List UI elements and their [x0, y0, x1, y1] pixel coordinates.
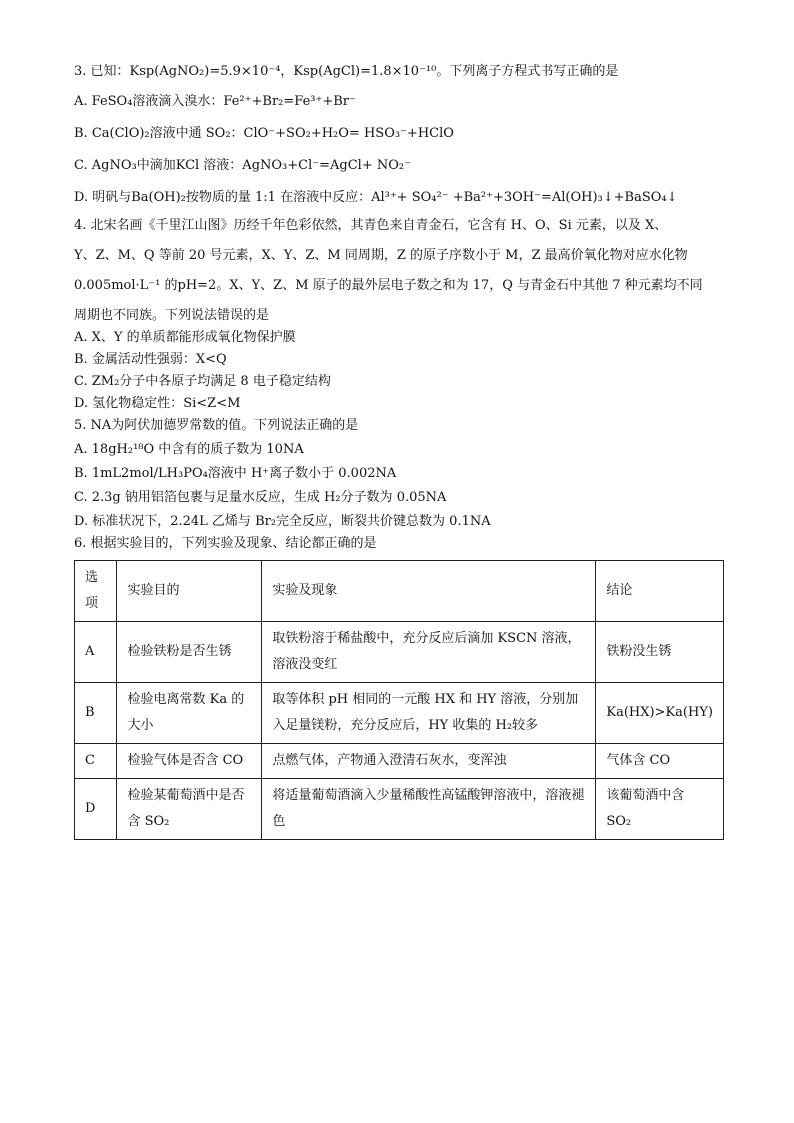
q3-option-c: C. AgNO₃中滴加KCl 溶液：AgNO₃+Cl⁻=AgCl+ NO₂⁻: [74, 158, 411, 173]
row-option: B: [75, 683, 117, 744]
q6-stem: 6. 根据实验目的，下列实验及现象、结论都正确的是: [74, 536, 377, 551]
row-conclusion: 气体含 CO: [596, 744, 724, 779]
row-purpose: 检验某葡萄酒中是否含 SO₂: [117, 779, 262, 840]
q3-option-b: B. Ca(ClO)₂溶液中通 SO₂：ClO⁻+SO₂+H₂O= HSO₃⁻+HClO: [74, 126, 454, 141]
row-phenomenon: 将适量葡萄酒滴入少量稀酸性高锰酸钾溶液中，溶液褪色: [262, 779, 596, 840]
q4-stem-line-4: 周期也不同族。下列说法错误的是: [74, 308, 270, 323]
row-conclusion: 该葡萄酒中含 SO₂: [596, 779, 724, 840]
q4-stem-line-1: 4. 北宋名画《千里江山图》历经千年色彩依然，其青色来自青金石，它含有 H、O、Si 元素，以及 X、: [74, 218, 668, 233]
row-phenomenon: 取铁粉溶于稀盐酸中，充分反应后滴加 KSCN 溶液，溶液没变红: [262, 622, 596, 683]
table-row: [75, 744, 724, 779]
q3-option-a: A. FeSO₄溶液滴入溴水：Fe²⁺+Br₂=Fe³⁺+Br⁻: [74, 94, 356, 109]
row-purpose: 检验电离常数 Ka 的大小: [117, 683, 262, 744]
q5-stem: 5. NA为阿伏加德罗常数的值。下列说法正确的是: [74, 418, 359, 433]
header-conclusion: 结论: [596, 561, 724, 622]
q3-stem: 3. 已知：Ksp(AgNO₂)=5.9×10⁻⁴，Ksp(AgCl)=1.8×10⁻¹⁰。下列离子方程式书写正确的是: [74, 64, 619, 79]
q4-option-d: D. 氢化物稳定性：Si<Z<M: [74, 396, 241, 411]
header-phenomenon: 实验及现象: [262, 561, 596, 622]
q4-stem-line-2: Y、Z、M、Q 等前 20 号元素，X、Y、Z、M 同周期，Z 的原子序数小于 M，Z 最高价氧化物对应水化物: [74, 248, 688, 263]
table-row: [75, 622, 724, 683]
row-purpose: 检验铁粉是否生锈: [117, 622, 262, 683]
row-phenomenon: 点燃气体，产物通入澄清石灰水，变浑浊: [262, 744, 596, 779]
row-option: C: [75, 744, 117, 779]
q5-option-b: B. 1mL2mol/LH₃PO₄溶液中 H⁺离子数小于 0.002NA: [74, 466, 397, 481]
row-conclusion: Ka(HX)>Ka(HY): [596, 683, 724, 744]
row-purpose: 检验气体是否含 CO: [117, 744, 262, 779]
q4-option-c: C. ZM₂分子中各原子均满足 8 电子稳定结构: [74, 374, 331, 389]
header-option: 选项: [75, 561, 117, 622]
exam-page: [74, 62, 724, 829]
q5-option-c: C. 2.3g 钠用铝箔包裹与足量水反应，生成 H₂分子数为 0.05NA: [74, 490, 447, 505]
row-phenomenon: 取等体积 pH 相同的一元酸 HX 和 HY 溶液，分别加入足量镁粉，充分反应后，HY 收集的 H₂较多: [262, 683, 596, 744]
row-option: A: [75, 622, 117, 683]
table-header-row: [75, 561, 724, 622]
q3-option-d: D. 明矾与Ba(OH)₂按物质的量 1:1 在溶液中反应：Al³⁺+ SO₄²⁻ +Ba²⁺+3OH⁻=Al(OH)₃↓+BaSO₄↓: [74, 190, 678, 205]
q5-option-d: D. 标准状况下，2.24L 乙烯与 Br₂完全反应，断裂共价键总数为 0.1NA: [74, 514, 491, 529]
q4-option-a: A. X、Y 的单质都能形成氧化物保护膜: [74, 330, 296, 345]
table-row: [75, 779, 724, 840]
table-row: [75, 683, 724, 744]
q5-option-a: A. 18gH₂¹⁸O 中含有的质子数为 10NA: [74, 442, 304, 457]
q4-stem-line-3: 0.005mol·L⁻¹ 的pH=2。X、Y、Z、M 原子的最外层电子数之和为 17，Q 与青金石中其他 7 种元素均不同: [74, 278, 703, 293]
q4-option-b: B. 金属活动性强弱：X<Q: [74, 352, 227, 367]
row-conclusion: 铁粉没生锈: [596, 622, 724, 683]
row-option: D: [75, 779, 117, 840]
experiment-table: [74, 560, 724, 840]
header-purpose: 实验目的: [117, 561, 262, 622]
